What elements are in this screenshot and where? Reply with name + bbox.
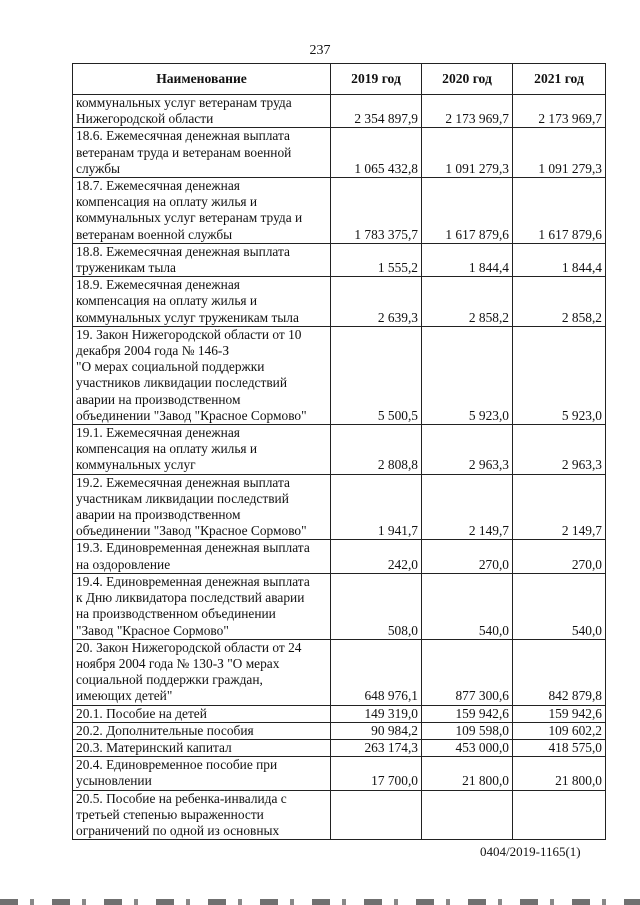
- table-row: [73, 540, 606, 573]
- value-2020: 453 000,0: [422, 739, 513, 756]
- row-name: коммунальных услуг ветеранам труда Нижегородской области: [73, 95, 331, 128]
- value-2020: 21 800,0: [422, 757, 513, 790]
- row-name: 19.2. Ежемесячная денежная выплата участникам ликвидации последствий аварии на производственном объединении "Завод "Красное Сормово": [73, 474, 331, 540]
- table-row: [73, 425, 606, 475]
- header-2021: 2021 год: [513, 64, 606, 95]
- value-2020: 2 149,7: [422, 474, 513, 540]
- table-row: [73, 739, 606, 756]
- table-row: [73, 573, 606, 639]
- value-2021: 159 942,6: [513, 705, 606, 722]
- value-2019: 648 976,1: [331, 639, 422, 705]
- header-2020: 2020 год: [422, 64, 513, 95]
- value-2020: 109 598,0: [422, 722, 513, 739]
- page-number: 237: [309, 43, 331, 58]
- value-2021: [513, 790, 606, 840]
- document-code: 0404/2019-1165(1): [480, 844, 581, 859]
- row-name: 20.2. Дополнительные пособия: [73, 722, 331, 739]
- table-row: [73, 277, 606, 327]
- value-2019: 2 639,3: [331, 277, 422, 327]
- row-name: 19.4. Единовременная денежная выплата к Дню ликвидатора последствий аварии на производственном объединении "Завод "Красное Сормово": [73, 573, 331, 639]
- value-2021: 270,0: [513, 540, 606, 573]
- header-name: Наименование: [73, 64, 331, 95]
- value-2021: 2 963,3: [513, 425, 606, 475]
- row-name: 20.5. Пособие на ребенка-инвалида с третьей степенью выраженности ограничений по одной из основных: [73, 790, 331, 840]
- table-row: [73, 639, 606, 705]
- row-name: 18.7. Ежемесячная денежная компенсация на оплату жилья и коммунальных услуг ветеранам труда и ветеранам военной службы: [73, 178, 331, 244]
- value-2020: 270,0: [422, 540, 513, 573]
- value-2019: 263 174,3: [331, 739, 422, 756]
- table-header-row: [73, 64, 606, 95]
- value-2019: 242,0: [331, 540, 422, 573]
- value-2021: 540,0: [513, 573, 606, 639]
- row-name: 20.4. Единовременное пособие при усыновлении: [73, 757, 331, 790]
- value-2019: [331, 790, 422, 840]
- row-name: 20.3. Материнский капитал: [73, 739, 331, 756]
- table-row: [73, 722, 606, 739]
- value-2019: 1 941,7: [331, 474, 422, 540]
- row-name: 19.3. Единовременная денежная выплата на оздоровление: [73, 540, 331, 573]
- table-row: [73, 178, 606, 244]
- value-2019: 508,0: [331, 573, 422, 639]
- value-2020: 2 858,2: [422, 277, 513, 327]
- value-2021: 418 575,0: [513, 739, 606, 756]
- value-2020: 877 300,6: [422, 639, 513, 705]
- value-2020: [422, 790, 513, 840]
- value-2021: 21 800,0: [513, 757, 606, 790]
- value-2019: 149 319,0: [331, 705, 422, 722]
- value-2020: 159 942,6: [422, 705, 513, 722]
- header-2019: 2019 год: [331, 64, 422, 95]
- scan-edge-marks: [0, 899, 640, 905]
- value-2021: 1 617 879,6: [513, 178, 606, 244]
- table-row: [73, 243, 606, 276]
- table-row: [73, 757, 606, 790]
- value-2020: 2 963,3: [422, 425, 513, 475]
- value-2021: 1 844,4: [513, 243, 606, 276]
- table-row: [73, 705, 606, 722]
- row-name: 18.6. Ежемесячная денежная выплата ветеранам труда и ветеранам военной службы: [73, 128, 331, 178]
- value-2020: 540,0: [422, 573, 513, 639]
- value-2021: 2 173 969,7: [513, 95, 606, 128]
- table-row: [73, 95, 606, 128]
- value-2019: 1 783 375,7: [331, 178, 422, 244]
- value-2019: 17 700,0: [331, 757, 422, 790]
- budget-table: [72, 63, 606, 840]
- row-name: 19.1. Ежемесячная денежная компенсация на оплату жилья и коммунальных услуг: [73, 425, 331, 475]
- value-2019: 90 984,2: [331, 722, 422, 739]
- value-2020: 1 617 879,6: [422, 178, 513, 244]
- row-name: 19. Закон Нижегородской области от 10 декабря 2004 года № 146-З "О мерах социальной поддержки участников ликвидации последствий аварии на производственном объединении "Завод "Красное Сормово": [73, 326, 331, 424]
- table-row: [73, 326, 606, 424]
- value-2019: 2 808,8: [331, 425, 422, 475]
- value-2021: 842 879,8: [513, 639, 606, 705]
- row-name: 20.1. Пособие на детей: [73, 705, 331, 722]
- table-row: [73, 790, 606, 840]
- value-2020: 1 091 279,3: [422, 128, 513, 178]
- value-2020: 5 923,0: [422, 326, 513, 424]
- value-2021: 2 149,7: [513, 474, 606, 540]
- value-2019: 1 065 432,8: [331, 128, 422, 178]
- value-2020: 1 844,4: [422, 243, 513, 276]
- value-2020: 2 173 969,7: [422, 95, 513, 128]
- row-name: 18.8. Ежемесячная денежная выплата труженикам тыла: [73, 243, 331, 276]
- value-2021: 5 923,0: [513, 326, 606, 424]
- row-name: 18.9. Ежемесячная денежная компенсация на оплату жилья и коммунальных услуг труженикам тыла: [73, 277, 331, 327]
- value-2019: 2 354 897,9: [331, 95, 422, 128]
- table-row: [73, 128, 606, 178]
- value-2021: 2 858,2: [513, 277, 606, 327]
- value-2021: 109 602,2: [513, 722, 606, 739]
- value-2019: 5 500,5: [331, 326, 422, 424]
- value-2019: 1 555,2: [331, 243, 422, 276]
- table-row: [73, 474, 606, 540]
- value-2021: 1 091 279,3: [513, 128, 606, 178]
- row-name: 20. Закон Нижегородской области от 24 ноября 2004 года № 130-З "О мерах социальной поддержки граждан, имеющих детей": [73, 639, 331, 705]
